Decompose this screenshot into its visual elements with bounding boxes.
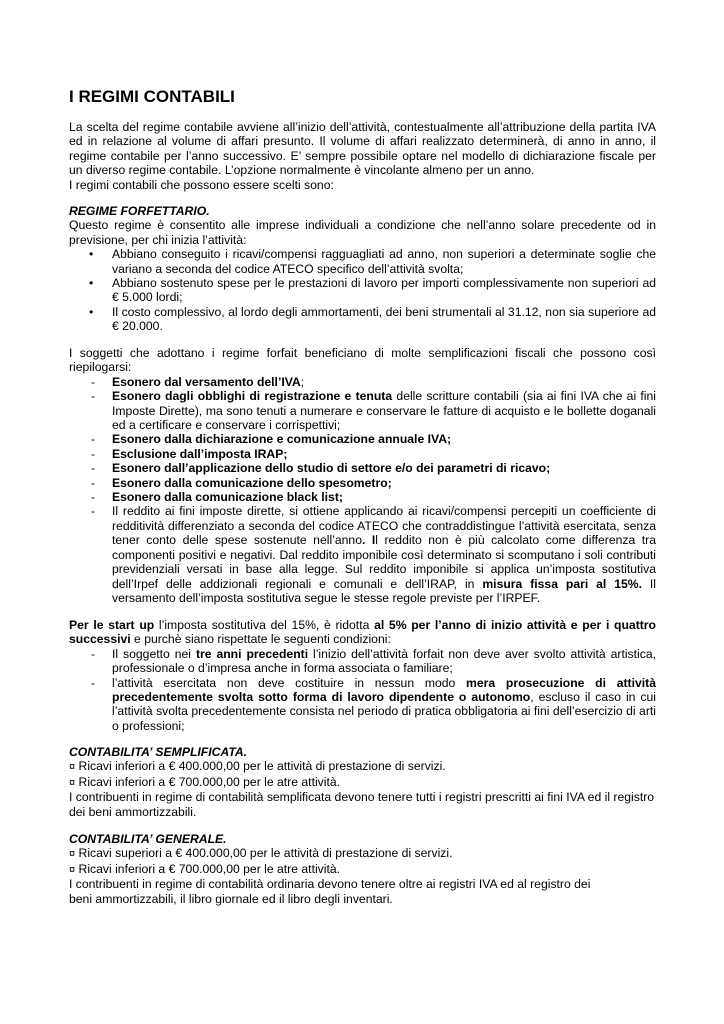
benefit-bold: Esonero dalla comunicazione black list;: [112, 490, 343, 505]
list-item: [69, 461, 656, 475]
startup-text: e purchè siano rispettate le seguenti condizioni:: [130, 632, 391, 647]
benefit-bold: Esonero dalla comunicazione dello spesometro;: [112, 475, 392, 490]
page-title: I REGIMI CONTABILI: [69, 87, 235, 106]
generale-heading: CONTABILITA’ GENERALE.: [69, 832, 227, 846]
condition-bold: mera prosecuzione di attività precedentemente svolta sotto forma di lavoro dipendente o autonomo: [112, 675, 656, 705]
generale-line-text: Ricavi inferiori a € 700.000,00 per le atre attività.: [78, 861, 341, 876]
startup-section: [69, 618, 656, 733]
list-item: [69, 647, 656, 676]
square-bullet-icon: ¤: [69, 761, 76, 774]
list-item: • Il costo complessivo, al lordo degli ammortamenti, dei beni strumentali al 31.12, non sia superiore ad € 20.000.: [69, 305, 656, 334]
benefit-bold: . I: [361, 533, 376, 548]
benefit-text: Il reddito ai fini imposte dirette, si ottiene applicando ai ricavi/compensi percepiti un coefficiente di redditività differenziato a seconda del codice ATECO che contraddistingue l’attività esercitata, senza tener conto delle spese sostenute nell’anno: [112, 504, 656, 548]
startup-text: l’imposta sostitutiva del 15%, è ridotta: [154, 618, 375, 632]
intro-section: [69, 120, 656, 192]
square-bullet-icon: ¤: [69, 848, 76, 861]
benefit-bold: Esonero dal versamento dell’IVA: [112, 374, 301, 389]
generale-line-text: Ricavi superiori a € 400.000,00 per le attività di prestazione di servizi.: [78, 846, 453, 861]
square-bullet-icon: ¤: [69, 776, 76, 789]
list-item: • Abbiano conseguito i ricavi/compensi ragguagliati ad anno, non superiori a determinate soglie che variano a seconda del codice ATECO specifico dell’attività svolta;: [69, 247, 656, 276]
semplificata-text: I contribuenti in regime di contabilità semplificata devono tenere tutti i registri prescritti ai fini IVA ed il registro dei beni ammortizzabili.: [69, 790, 655, 819]
list-item: [69, 676, 656, 734]
benefit-bold: Esclusione dall’imposta IRAP;: [112, 446, 288, 461]
generale-text: I contribuenti in regime di contabilità ordinaria devono tenere oltre ai registri IVA ed al registro dei: [69, 877, 591, 892]
generale-line: [69, 862, 656, 877]
benefit-bold: Esonero dalla dichiarazione e comunicazione annuale IVA;: [112, 432, 452, 447]
benefits-intro: I soggetti che adottano i regime forfait beneficiano di molte semplificazioni fiscali che possono così riepilogarsi:: [69, 346, 656, 375]
semplificata-line-text: Ricavi inferiori a € 700.000,00 per le atre attività.: [78, 774, 341, 789]
benefits-section: [69, 346, 656, 605]
list-item: [69, 432, 656, 446]
startup-paragraph: [69, 618, 656, 647]
forfettario-section: [69, 204, 656, 334]
list-item: [69, 490, 656, 504]
semplificata-section: [69, 745, 656, 819]
benefit-text: delle scritture contabili (sia ai fini IVA che ai fini Imposte Dirette), ma sono tenuti a numerare e conservare le fatture di acquisto e le bollette doganali ed a certificare e conservare i corrispettivi;: [112, 389, 656, 433]
list-item: [69, 389, 656, 432]
list-item: [69, 447, 656, 461]
semplificata-line: [69, 775, 656, 790]
list-item: • Abbiano sostenuto spese per le prestazioni di lavoro per importi complessivamente non superiori ad € 5.000 lordi;: [69, 276, 656, 305]
forfettario-text: Questo regime è consentito alle imprese individuali a condizione che nell’anno solare precedente od in previsione, per chi inizia l’attività:: [69, 218, 656, 247]
semplificata-line-text: Ricavi inferiori a € 400.000,00 per le attività di prestazione di servizi.: [78, 759, 446, 774]
list-item: [69, 375, 656, 389]
startup-lead: Per le start up: [69, 618, 155, 632]
intro-paragraph: La scelta del regime contabile avviene all’inizio dell’attività, contestualmente all’attribuzione della partita IVA ed in relazione al volume di affari presunto. Il volume di affari realizzato determinerà, di anno in anno, il regime contabile per l’anno successivo. E’ sempre possibile optare nel modello di dichiarazione fiscale per un diverso regime contabile. L’opzione normalmente è vincolante almeno per un anno.: [69, 120, 656, 178]
benefit-bold: Esonero dagli obblighi di registrazione e tenuta: [112, 389, 393, 404]
benefit-bold: Esonero dall’applicazione dello studio di settore e/o dei parametri di ricavo;: [112, 461, 551, 476]
semplificata-heading: CONTABILITA’ SEMPLIFICATA.: [69, 745, 248, 759]
benefit-text: l reddito non è più calcolato come differenza tra componenti positivi e negativi. Dal reddito imponibile così determinato si scomputano i soli contributi previdenziali versati in base alla legge. Sul reddito imponibile si applica un’imposta sostitutiva dell’Irpef delle addizionali regionali e comunali e dell’IRAP, in: [112, 533, 656, 591]
condition-text: l’inizio dell’attività forfait non deve aver svolto attività artistica, professionale o d’impresa anche in forma associata o familiare;: [112, 646, 656, 676]
benefits-list: [69, 375, 656, 606]
square-bullet-icon: ¤: [69, 863, 76, 876]
condition-text: , escluso il caso in cui l’attività svolta precedentemente consista nel periodo di pratica obbligatoria ai fini dell’esercizio di arti o professioni;: [112, 690, 656, 733]
forfettario-conditions: [69, 247, 656, 333]
condition-bold: tre anni precedenti: [195, 646, 309, 661]
list-item: [69, 504, 656, 605]
intro-list-lead: I regimi contabili che possono essere scelti sono:: [69, 177, 334, 192]
benefit-text: Il versamento dell’imposta sostitutiva segue le stesse regole previste per l’IRPEF.: [112, 576, 656, 605]
forfettario-heading: REGIME FORFETTARIO.: [69, 204, 210, 218]
benefit-text: ;: [300, 374, 305, 389]
list-item: [69, 476, 656, 490]
condition-text: Il soggetto nei: [112, 646, 196, 661]
generale-text: beni ammortizzabili, il libro giornale ed il libro degli inventari.: [69, 891, 393, 906]
startup-bold: al 5% per l’anno di inizio attività e per i quattro successivi: [69, 618, 656, 647]
generale-section: [69, 832, 656, 906]
condition-text: l’attività esercitata non deve costituire in nessun modo: [112, 675, 467, 690]
startup-conditions: [69, 647, 656, 733]
semplificata-line: [69, 759, 656, 774]
generale-line: [69, 846, 656, 861]
benefit-bold: misura fissa pari al 15%.: [482, 576, 642, 591]
